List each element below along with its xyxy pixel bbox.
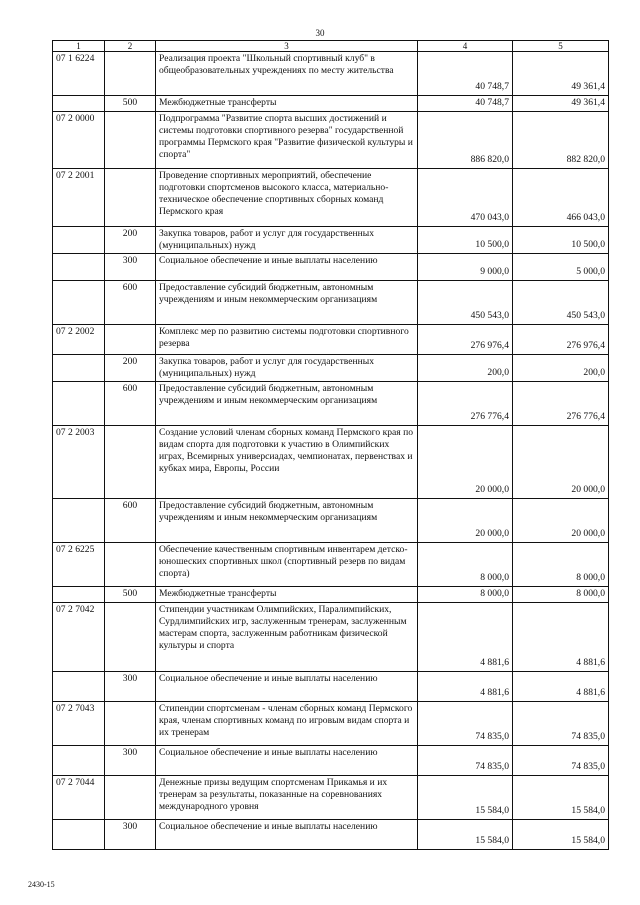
row-value-col5: 8 000,0 <box>513 587 609 603</box>
row-code <box>53 382 105 426</box>
row-description: Подпрограмма "Развитие спорта высших достижений и системы подготовки спортивного резерва" государственной программы Пермского края "Развитие физической культуры и спорта" <box>156 112 418 169</box>
row-code <box>53 96 105 112</box>
row-expense-type: 500 <box>105 587 156 603</box>
row-code: 07 2 7043 <box>53 702 105 746</box>
row-value-col4: 20 000,0 <box>418 426 513 499</box>
row-expense-type: 200 <box>105 227 156 254</box>
row-value-col4: 4 881,6 <box>418 672 513 702</box>
row-code: 07 2 2001 <box>53 169 105 227</box>
table-row <box>53 820 609 850</box>
budget-table <box>52 40 609 850</box>
table-row <box>53 227 609 254</box>
row-code <box>53 499 105 543</box>
row-value-col4: 276 976,4 <box>418 325 513 355</box>
row-value-col4: 74 835,0 <box>418 746 513 776</box>
row-description: Обеспечение качественным спортивным инвентарем детско-юношеских спортивных школ (спортивный резерв по видам спорта) <box>156 543 418 587</box>
row-description: Закупка товаров, работ и услуг для государственных (муниципальных) нужд <box>156 227 418 254</box>
table-row <box>53 254 609 281</box>
row-code <box>53 820 105 850</box>
row-value-col5: 74 835,0 <box>513 702 609 746</box>
row-expense-type: 300 <box>105 820 156 850</box>
table-header-row <box>53 41 609 52</box>
row-value-col4: 40 748,7 <box>418 96 513 112</box>
row-code <box>53 587 105 603</box>
row-expense-type: 600 <box>105 281 156 325</box>
row-value-col5: 276 776,4 <box>513 382 609 426</box>
row-value-col5: 276 976,4 <box>513 325 609 355</box>
row-value-col5: 466 043,0 <box>513 169 609 227</box>
table-row <box>53 382 609 426</box>
table-row <box>53 543 609 587</box>
row-description: Стипендии участникам Олимпийских, Паралимпийских, Сурдлимпийских игр, заслуженным тренерам, заслуженным мастерам спорта, заслуженным работникам физической культуры и спорта <box>156 603 418 672</box>
table-body <box>53 52 609 850</box>
table-row <box>53 603 609 672</box>
row-expense-type <box>105 426 156 499</box>
row-expense-type <box>105 325 156 355</box>
table-row <box>53 499 609 543</box>
row-code: 07 2 6225 <box>53 543 105 587</box>
row-code <box>53 746 105 776</box>
row-value-col5: 49 361,4 <box>513 52 609 96</box>
row-value-col4: 10 500,0 <box>418 227 513 254</box>
row-value-col4: 470 043,0 <box>418 169 513 227</box>
row-expense-type: 300 <box>105 746 156 776</box>
row-code: 07 2 2003 <box>53 426 105 499</box>
row-code <box>53 281 105 325</box>
row-expense-type: 300 <box>105 254 156 281</box>
row-value-col4: 9 000,0 <box>418 254 513 281</box>
row-description: Социальное обеспечение и иные выплаты населению <box>156 820 418 850</box>
row-value-col5: 15 584,0 <box>513 776 609 820</box>
row-expense-type <box>105 169 156 227</box>
row-value-col4: 8 000,0 <box>418 587 513 603</box>
table-row <box>53 702 609 746</box>
row-expense-type <box>105 112 156 169</box>
row-value-col5: 4 881,6 <box>513 603 609 672</box>
row-description: Предоставление субсидий бюджетным, автономным учреждениям и иным некоммерческим организациям <box>156 382 418 426</box>
row-description: Социальное обеспечение и иные выплаты населению <box>156 672 418 702</box>
row-code <box>53 355 105 382</box>
row-expense-type: 600 <box>105 499 156 543</box>
header-col-2: 2 <box>105 41 156 52</box>
page-number: 30 <box>315 28 325 38</box>
row-value-col5: 5 000,0 <box>513 254 609 281</box>
table-row <box>53 355 609 382</box>
row-value-col4: 15 584,0 <box>418 820 513 850</box>
row-value-col5: 200,0 <box>513 355 609 382</box>
row-expense-type <box>105 702 156 746</box>
row-value-col4: 20 000,0 <box>418 499 513 543</box>
row-description: Межбюджетные трансферты <box>156 96 418 112</box>
table-row <box>53 96 609 112</box>
row-description: Социальное обеспечение и иные выплаты населению <box>156 254 418 281</box>
row-expense-type: 200 <box>105 355 156 382</box>
footer-code: 2430-15 <box>28 880 55 889</box>
row-description: Межбюджетные трансферты <box>156 587 418 603</box>
row-code <box>53 254 105 281</box>
row-value-col4: 8 000,0 <box>418 543 513 587</box>
row-value-col5: 10 500,0 <box>513 227 609 254</box>
row-value-col5: 20 000,0 <box>513 426 609 499</box>
table-row <box>53 587 609 603</box>
row-expense-type: 600 <box>105 382 156 426</box>
row-code: 07 2 7042 <box>53 603 105 672</box>
header-col-1: 1 <box>53 41 105 52</box>
row-code: 07 2 7044 <box>53 776 105 820</box>
row-description: Стипендии спортсменам - членам сборных команд Пермского края, членам спортивных команд по игровым видам спорта и их тренерам <box>156 702 418 746</box>
row-value-col5: 882 820,0 <box>513 112 609 169</box>
row-value-col4: 4 881,6 <box>418 603 513 672</box>
row-code <box>53 227 105 254</box>
row-value-col4: 276 776,4 <box>418 382 513 426</box>
row-value-col4: 886 820,0 <box>418 112 513 169</box>
table-row <box>53 426 609 499</box>
row-expense-type: 300 <box>105 672 156 702</box>
row-value-col5: 15 584,0 <box>513 820 609 850</box>
row-description: Денежные призы ведущим спортсменам Прикамья и их тренерам за результаты, показанные на соревнованиях международного уровня <box>156 776 418 820</box>
table-row <box>53 52 609 96</box>
header-col-3: 3 <box>156 41 418 52</box>
header-col-4: 4 <box>418 41 513 52</box>
header-col-5: 5 <box>513 41 609 52</box>
table-row <box>53 776 609 820</box>
row-value-col4: 74 835,0 <box>418 702 513 746</box>
row-value-col4: 200,0 <box>418 355 513 382</box>
row-description: Реализация проекта "Школьный спортивный клуб" в общеобразовательных учреждениях по месту жительства <box>156 52 418 96</box>
row-expense-type: 500 <box>105 96 156 112</box>
row-value-col4: 40 748,7 <box>418 52 513 96</box>
row-value-col5: 8 000,0 <box>513 543 609 587</box>
row-expense-type <box>105 603 156 672</box>
row-code: 07 1 6224 <box>53 52 105 96</box>
row-expense-type <box>105 52 156 96</box>
row-description: Предоставление субсидий бюджетным, автономным учреждениям и иным некоммерческим организациям <box>156 499 418 543</box>
table-row <box>53 746 609 776</box>
row-description: Социальное обеспечение и иные выплаты населению <box>156 746 418 776</box>
row-expense-type <box>105 543 156 587</box>
row-value-col5: 74 835,0 <box>513 746 609 776</box>
row-description: Предоставление субсидий бюджетным, автономным учреждениям и иным некоммерческим организациям <box>156 281 418 325</box>
row-code <box>53 672 105 702</box>
row-value-col4: 450 543,0 <box>418 281 513 325</box>
row-value-col5: 4 881,6 <box>513 672 609 702</box>
row-value-col5: 49 361,4 <box>513 96 609 112</box>
table-row <box>53 112 609 169</box>
row-code: 07 2 0000 <box>53 112 105 169</box>
table-row <box>53 672 609 702</box>
row-value-col5: 450 543,0 <box>513 281 609 325</box>
row-description: Проведение спортивных мероприятий, обеспечение подготовки спортсменов высокого класса, материально-техническое обеспечение спортивных сборных команд Пермского края <box>156 169 418 227</box>
row-expense-type <box>105 776 156 820</box>
table-row <box>53 325 609 355</box>
row-value-col4: 15 584,0 <box>418 776 513 820</box>
row-value-col5: 20 000,0 <box>513 499 609 543</box>
row-code: 07 2 2002 <box>53 325 105 355</box>
row-description: Создание условий членам сборных команд Пермского края по видам спорта для подготовки к участию в Олимпийских играх, Всемирных универсиадах, чемпионатах, первенствах и кубках мира, Европы, России <box>156 426 418 499</box>
row-description: Комплекс мер по развитию системы подготовки спортивного резерва <box>156 325 418 355</box>
table-row <box>53 281 609 325</box>
table-row <box>53 169 609 227</box>
row-description: Закупка товаров, работ и услуг для государственных (муниципальных) нужд <box>156 355 418 382</box>
